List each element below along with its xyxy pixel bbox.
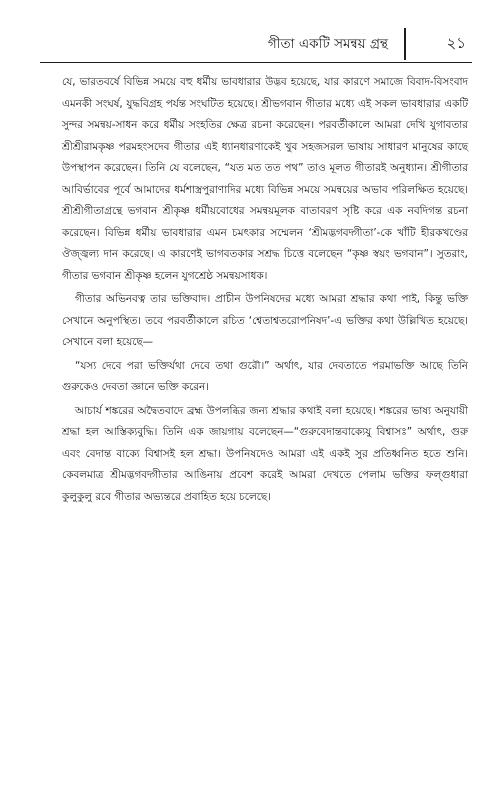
running-title: গীতা একটি সমন্বয় গ্রন্থ xyxy=(267,36,388,52)
paragraph: আচার্য শঙ্করের অদ্বৈতবাদে ব্রহ্ম উপলব্ধির জন্য শ্রদ্ধার কথাই বলা হয়েছে। শঙ্করের ভাষ্য অনুযায়ী শ্রদ্ধা হল আস্তিক্যবুদ্ধি। তিনি এক জায়গায় বলেছেন—“গুরুবেদান্তবাক্যেযু বিশ্বাসঃ” অর্থাৎ, গুরু এবং বেদান্ত বাক্যে বিশ্বাসই হল শ্রদ্ধা। উপনিষদেও আমরা এই একই সুর প্রতিধ্বনিত হতে শুনি। কেবলমাত্র শ্রীমদ্ভগবদ্গীতার আঙিনায় প্রবেশ করেই আমরা দেখতে পেলাম ভক্তির ফল্গুধারা কুলুকুলু রবে গীতার অভ্যন্তরে প্রবাহিত হয়ে চলেছে। xyxy=(62,404,468,503)
quotation-paragraph: “যস্য দেবে পরা ভক্তির্যথা দেবে তথা গুরৌ।” অর্থাৎ, যার দেবতাতে পরমাভক্তি আছে তিনি গুরুকেও দেবতা জ্ঞানে ভক্তি করেন। xyxy=(62,359,468,393)
page-header xyxy=(40,26,472,62)
header-rule xyxy=(40,62,472,63)
body-text xyxy=(62,72,468,510)
page-number: ২১ xyxy=(446,34,466,52)
header-divider xyxy=(404,28,406,60)
paragraph: গীতার অভিনবত্ব তার ভক্তিবাদ। প্রাচীন উপনিষদের মধ্যে আমরা শ্রদ্ধার কথা পাই, কিন্তু ভক্তি সেখানে অনুপস্থিত। তবে পরবর্তীকালে রচিত ‘শ্বেতাশ্বতরোপনিষদ’-এ ভক্তির কথা উল্লিখিত হয়েছে। সেখানে বলা হয়েছে— xyxy=(62,293,468,348)
paragraph: যে, ভারতবর্ষে বিভিন্ন সময়ে বহু ধর্মীয় ভাবধারার উদ্ভব হয়েছে, যার কারণে সমাজে বিবাদ-বিসংবাদ এমনকী সংঘর্ষ, যুদ্ধবিগ্রহ পর্যন্ত সংঘটিত হয়েছে। শ্রীভগবান গীতার মধ্যে এই সকল ভাবধারার একটি সুন্দর সমন্বয়-সাধন করে ধর্মীয় সংহতির ক্ষেত্র রচনা করেছেন। পরবর্তীকালে আমরা দেখি যুগাবতার শ্রীশ্রীরামকৃষ্ণ পরমহংসদেব গীতার এই ধ্যানধারণাকেই খুব সহজসরল ভাষায় সাধারণ মানুষের কাছে উপস্থাপন করেছেন। তিনি যে বলেছেন, “যত মত তত পথ” তাও মূলত গীতারই অনুধ্যান। শ্রীগীতার আবির্ভাবের পূর্বে আমাদের ধর্মশাস্ত্রপুরাণাদির মধ্যে বিভিন্ন সময়ে সমন্বয়ের অভাব পরিলক্ষিত হয়েছে। শ্রীশ্রীগীতাগ্রন্থে ভগবান শ্রীকৃষ্ণ ধর্মীয়বোধের সমন্বয়মূলক বাতাবরণ সৃষ্টি করে এক নবদিগন্ত রচনা করেছেন। বিভিন্ন ধর্মীয় ভাবধারার এমন চমৎকার সম্মেলন ‘শ্রীমদ্ভগবদ্গীতা’-কে খাঁটি হীরকখণ্ডের ঔজ্জ্বল্য দান করেছে। এ কারণেই ভাগবতকার সশ্রদ্ধ চিত্তে বলেছেন “কৃষ্ণ স্বয়ং ভগবান”। সুতরাং, গীতার ভগবান শ্রীকৃষ্ণ হলেন যুগশ্রেষ্ঠ সমন্বয়সাধক। xyxy=(62,76,468,282)
